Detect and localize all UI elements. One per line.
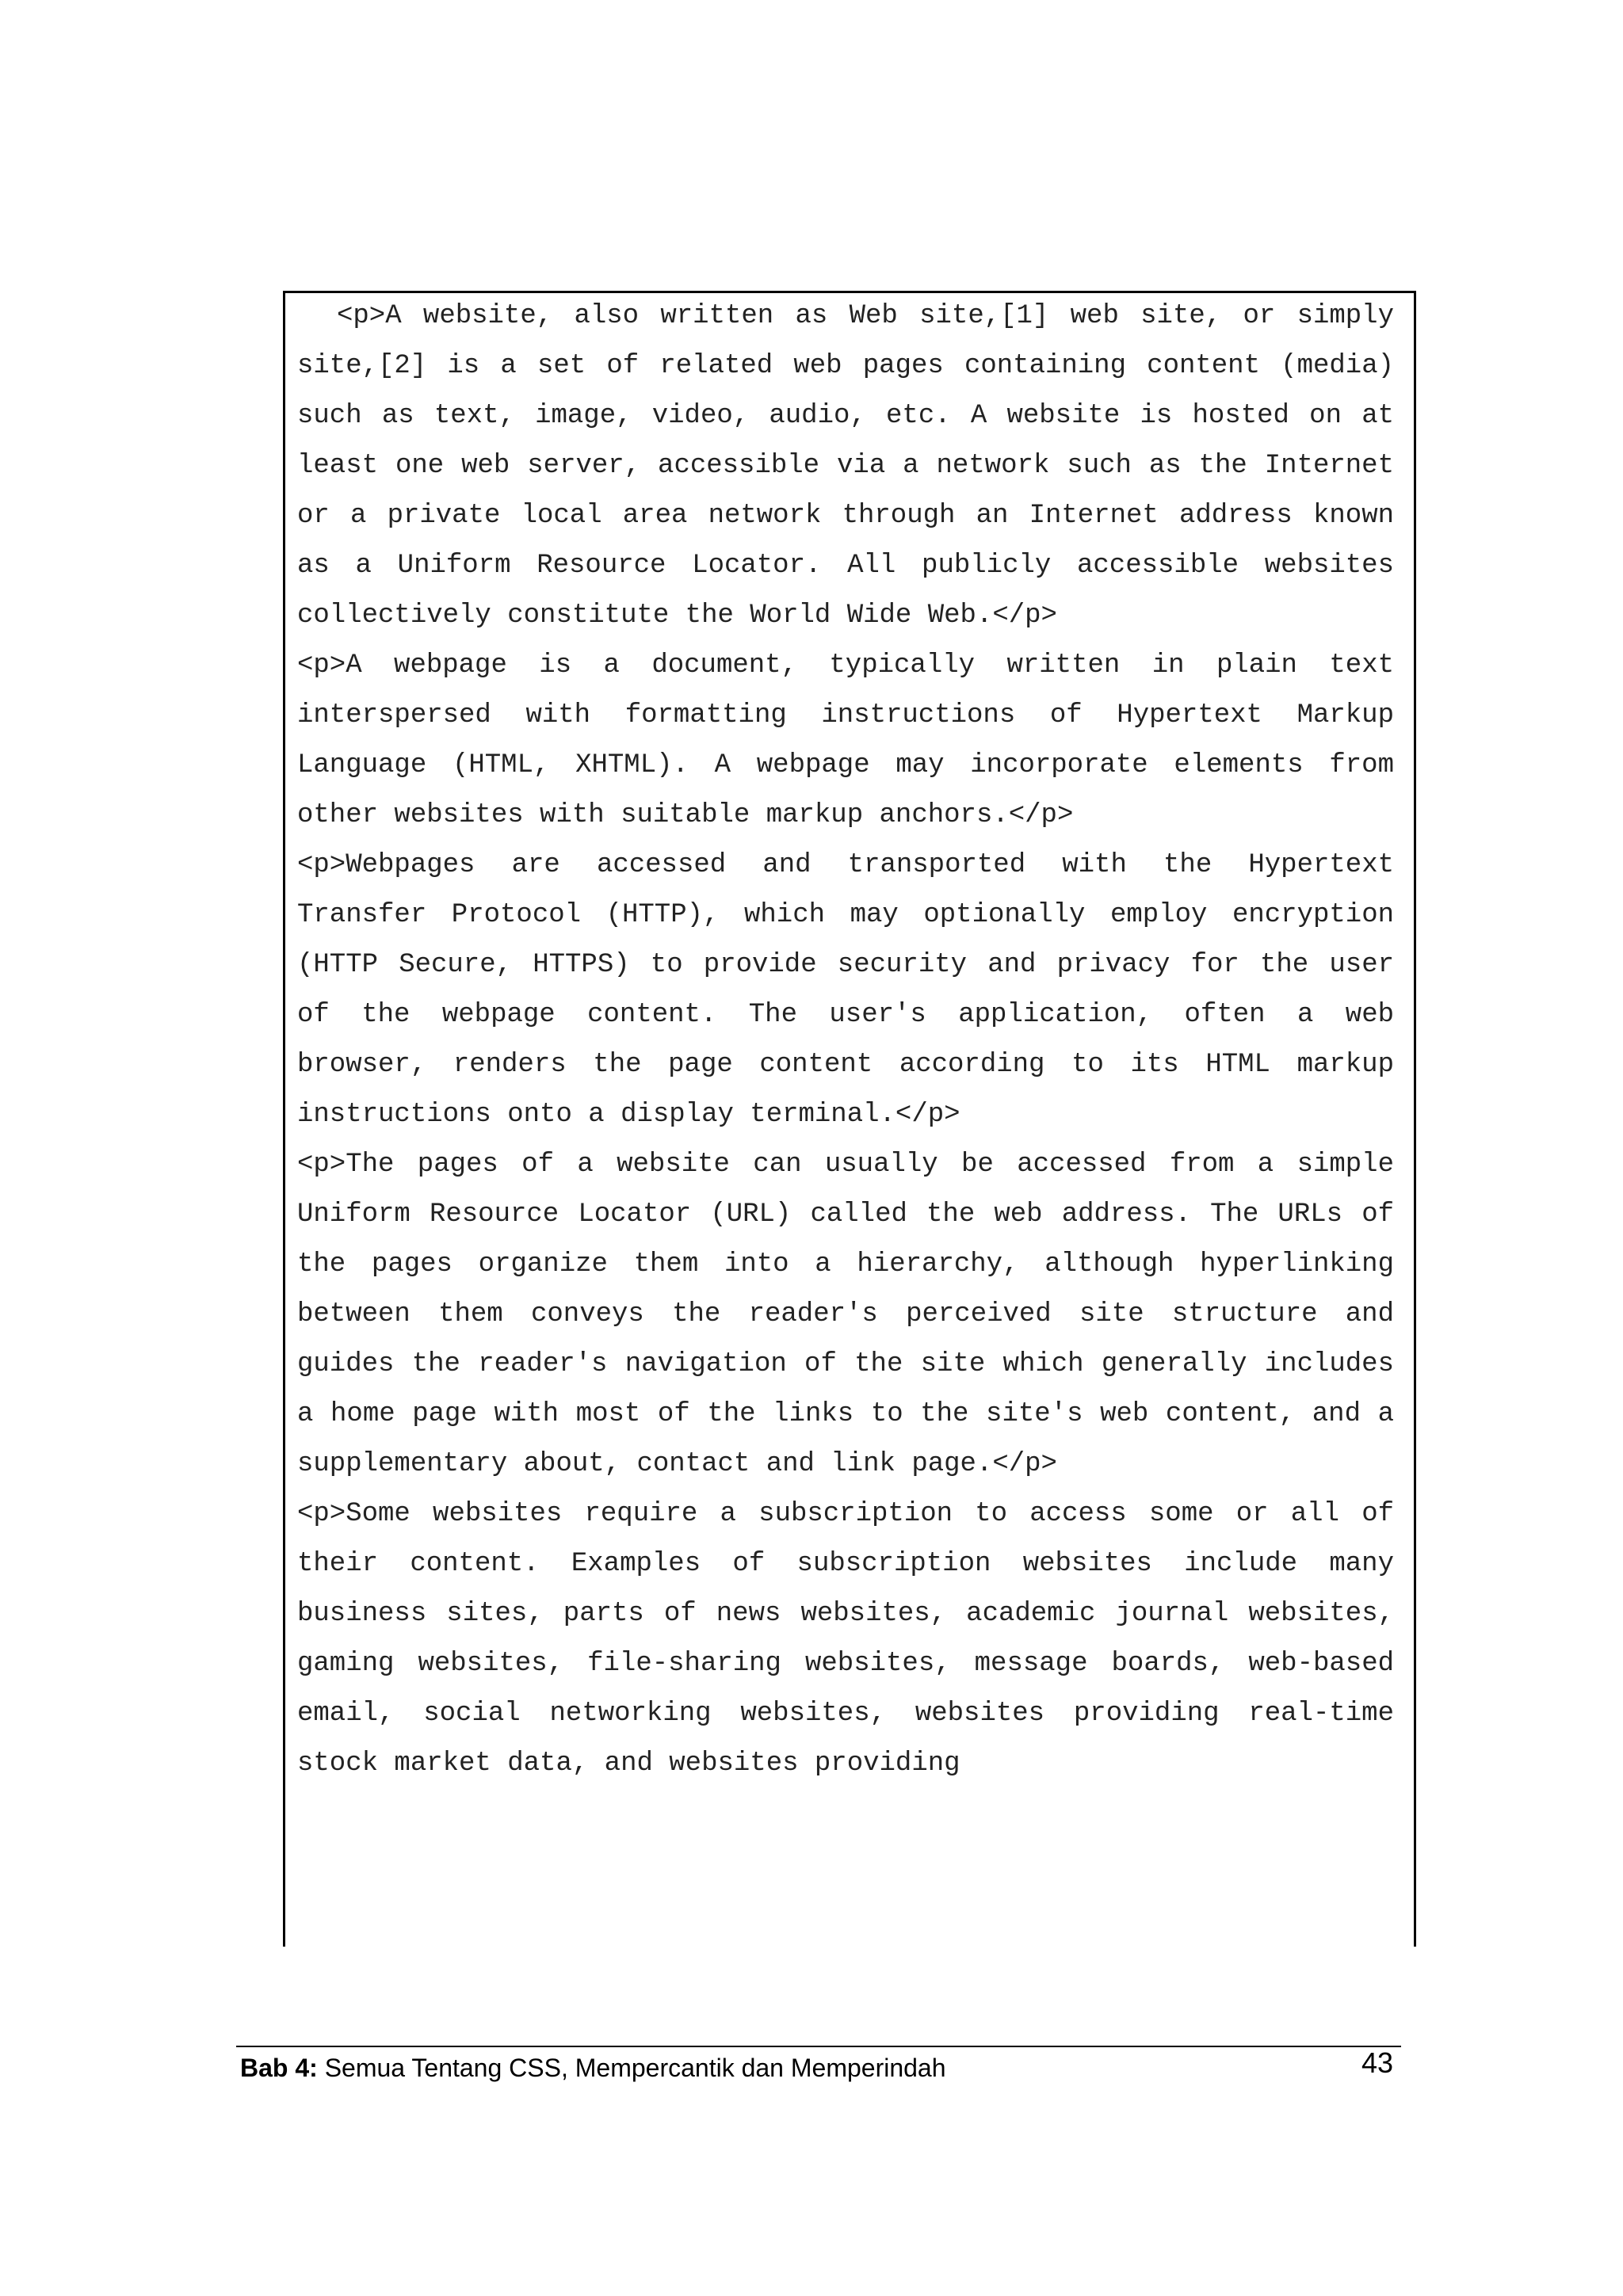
code-listing (297, 292, 1394, 1789)
footer-chapter-name: Semua Tentang CSS, Mempercantik dan Memperindah (317, 2054, 946, 2082)
footer-chapter-label: Bab 4: (240, 2054, 318, 2082)
code-paragraph-5: <p>Some websites require a subscription to access some or all of their content. Examples of subscription websites include many business sites, parts of news websites, academic journal websites, gaming websites, file-sharing websites, message boards, web-based email, social networking websites, websites providing real-time stock market data, and websites providing (297, 1499, 1394, 1779)
footer-chapter-title (240, 2054, 946, 2083)
code-paragraph-1: <p>A website, also written as Web site,[1] web site, or simply site,[2] is a set of related web pages containing content (media) such as text, image, video, audio, etc. A website is hosted on at least one web server, accessible via a network such as the Internet or a private local area network through an Internet address known as a Uniform Resource Locator. All publicly accessible websites collectively constitute the World Wide Web.</p> (297, 301, 1394, 631)
code-paragraph-2: <p>A webpage is a document, typically written in plain text interspersed with formatting instructions of Hypertext Markup Language (HTML, XHTML). A webpage may incorporate elements from other websites with suitable markup anchors.</p> (297, 650, 1394, 830)
code-paragraph-3: <p>Webpages are accessed and transported with the Hypertext Transfer Protocol (HTTP), which may optionally employ encryption (HTTP Secure, HTTPS) to provide security and privacy for the user of the webpage content. The user's application, often a web browser, renders the page content according to its HTML markup instructions onto a display terminal.</p> (297, 850, 1394, 1130)
code-paragraph-4: <p>The pages of a website can usually be accessed from a simple Uniform Resource Locator (URL) called the web address. The URLs of the pages organize them into a hierarchy, although hyperlinking between them conveys the reader's perceived site structure and guides the reader's navigation of the site which generally includes a home page with most of the links to the site's web content, and a supplementary about, contact and link page.</p> (297, 1150, 1394, 1479)
footer-divider (236, 2046, 1401, 2047)
page-number: 43 (1361, 2046, 1393, 2079)
